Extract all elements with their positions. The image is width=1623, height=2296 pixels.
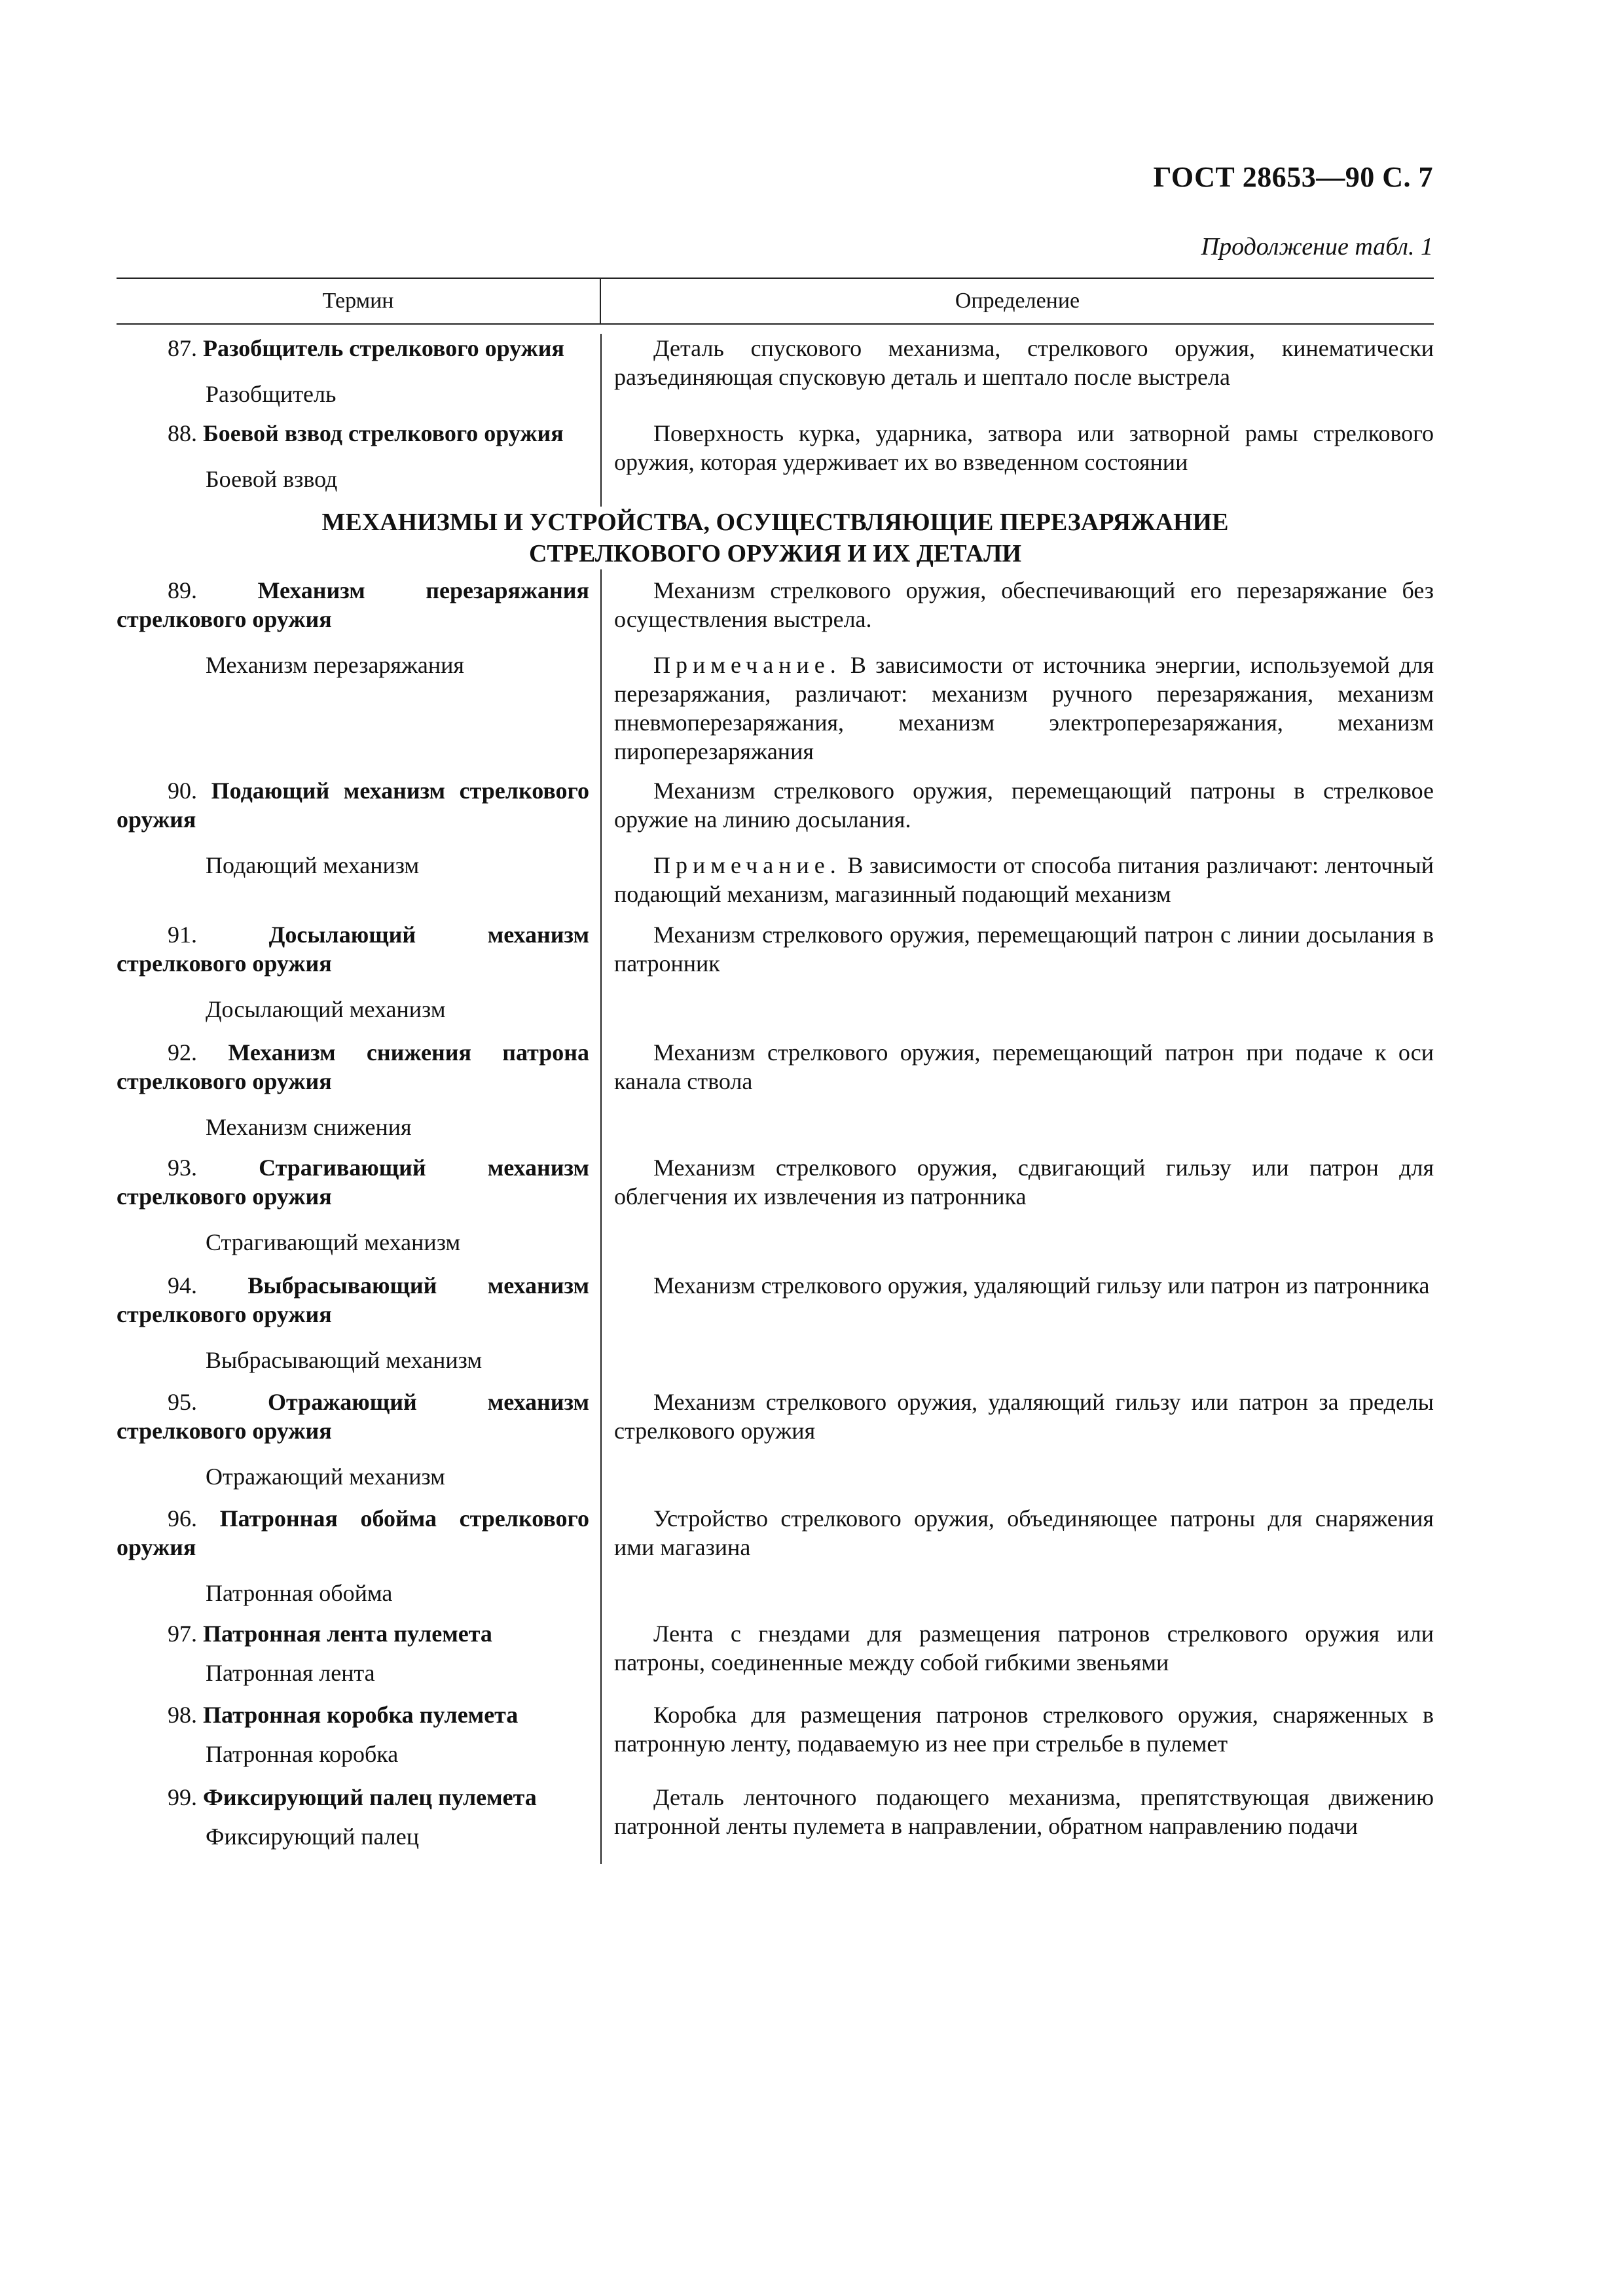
definition-cell [601,1153,1434,1257]
note-text: В зависимости от источника энергии, используемой для перезаряжания, различают: механизм ручного перезаряжания, механизм пневмоперезаряжания, механизм электроперезаряжания, механизм пироперезаряжания [614,652,1434,764]
term-name: Досылающий механизм стрелкового оружия [117,922,589,977]
definition-text: Поверхность курка, ударника, затвора или затворной рамы стрелкового оружия, которая удерживает их во взведенном состоянии [614,420,1434,475]
table-continuation-label: Продолжение табл. 1 [1201,233,1433,260]
term-name: Фиксирующий палец пулемета [203,1784,537,1810]
definition-text: Механизм стрелкового оружия, удаляющий гильзу или патрон за пределы стрелкового оружия [614,1389,1434,1444]
term-number: 90. [168,778,197,804]
table-row [117,1388,1434,1491]
section-title-line: МЕХАНИЗМЫ И УСТРОЙСТВА, ОСУЩЕСТВЛЯЮЩИЕ ПЕРЕЗАРЯЖАНИЕ [321,509,1229,536]
term-name: Разобщитель стрелкового оружия [203,335,564,361]
term-short-form: Механизм снижения [206,1114,412,1140]
term-cell [117,776,601,908]
term-full [117,1783,589,1812]
table-row [117,920,1434,1024]
term-cell [117,1700,601,1768]
term-cell [117,576,601,766]
term-cell [117,334,601,408]
table-row [117,776,1434,908]
definition-text: Деталь спускового механизма, стрелкового оружия, кинематически разъединяющая спусковую деталь и шептало после выстрела [614,335,1434,390]
definition-cell [601,1504,1434,1607]
definition-cell [601,1388,1434,1491]
term-name: Боевой взвод стрелкового оружия [203,420,564,446]
column-header-term: Термин [117,279,601,323]
definition-cell [601,1271,1434,1374]
term-full [117,1619,589,1648]
table-header [117,278,1434,325]
definition-cell [601,576,1434,766]
note-text: В зависимости от способа питания различают: ленточный подающий механизм, магазинный подающий механизм [614,852,1434,907]
table-row [117,576,1434,766]
table-row [117,1783,1434,1851]
term-number: 93. [168,1155,197,1181]
table-row [117,1038,1434,1141]
term-cell [117,419,601,493]
definition-text: Устройство стрелкового оружия, объединяющее патроны для снаряжения ими магазина [614,1505,1434,1560]
table-row [117,419,1434,493]
term-cell [117,1504,601,1607]
term-full [117,419,589,448]
term-name: Подающий механизм стрелкового оружия [117,778,590,833]
term-full [117,334,589,363]
term-number: 88. [168,420,197,446]
term-cell [117,1153,601,1257]
definition-cell [601,419,1434,493]
definition-text: Механизм стрелкового оружия, сдвигающий гильзу или патрон для облегчения их извлечения из патронника [614,1155,1434,1210]
term-number: 91. [168,922,197,948]
term-short-form: Досылающий механизм [206,996,446,1022]
term-number: 96. [168,1505,197,1532]
definition-text: Механизм стрелкового оружия, перемещающий патрон при подаче к оси канала ствола [614,1039,1434,1094]
term-name: Механизм снижения патрона стрелкового оружия [117,1039,589,1094]
term-cell [117,1388,601,1491]
table-row [117,334,1434,408]
definition-text: Деталь ленточного подающего механизма, препятствующая движению патронной ленты пулемета в направлении, обратном направлению подачи [614,1784,1434,1839]
definition-text: Коробка для размещения патронов стрелкового оружия, снаряженных в патронную ленту, подаваемую из нее при стрельбе в пулемет [614,1702,1434,1757]
term-number: 97. [168,1621,197,1647]
term-full [117,1388,589,1445]
term-short-form: Механизм перезаряжания [206,652,464,678]
definition-text: Механизм стрелкового оружия, обеспечивающий его перезаряжание без осуществления выстрела. [614,577,1434,632]
term-cell [117,1783,601,1851]
definition-cell [601,1038,1434,1141]
term-full [117,1700,589,1729]
term-full [117,1153,589,1211]
definition-cell [601,1783,1434,1851]
term-cell [117,920,601,1024]
term-short-form: Страгивающий механизм [206,1229,461,1255]
term-name: Отражающий механизм стрелкового оружия [117,1389,589,1444]
term-name: Патронная лента пулемета [203,1621,492,1647]
term-short-form: Боевой взвод [206,466,338,492]
term-name: Патронная коробка пулемета [203,1702,519,1728]
table-row [117,1504,1434,1607]
definition-cell [601,334,1434,408]
term-full [117,1271,589,1329]
definition-cell [601,920,1434,1024]
table-row [117,1619,1434,1687]
term-number: 95. [168,1389,197,1415]
definition-note [614,651,1434,766]
terms-table [117,278,1434,1851]
term-number: 92. [168,1039,197,1066]
note-label: Примечание. [653,652,841,678]
term-full [117,1504,589,1562]
term-number: 89. [168,577,197,603]
term-short-form: Патронная лента [206,1660,375,1686]
term-short-form: Разобщитель [206,381,337,407]
definition-text: Механизм стрелкового оружия, перемещающий патрон с линии досылания в патронник [614,922,1434,977]
term-number: 99. [168,1784,197,1810]
term-cell [117,1619,601,1687]
definition-text: Механизм стрелкового оружия, перемещающий патроны в стрелковое оружие на линию досылания. [614,778,1434,833]
term-cell [117,1271,601,1374]
term-short-form: Выбрасывающий механизм [206,1347,483,1373]
term-short-form: Патронная обойма [206,1580,393,1606]
term-name: Патронная обойма стрелкового оружия [117,1505,589,1560]
term-full [117,776,589,834]
term-number: 98. [168,1702,197,1728]
table-row [117,1700,1434,1768]
table-row [117,1271,1434,1374]
term-short-form: Отражающий механизм [206,1463,445,1490]
definition-cell [601,1619,1434,1687]
note-label: Примечание. [653,852,841,878]
term-short-form: Фиксирующий палец [206,1823,419,1850]
definition-text: Лента с гнездами для размещения патронов стрелкового оружия или патроны, соединенные между собой гибкими звеньями [614,1621,1434,1676]
term-short-form: Патронная коробка [206,1741,399,1767]
term-name: Выбрасывающий механизм стрелкового оружия [117,1272,590,1327]
term-full [117,576,589,634]
term-number: 87. [168,335,197,361]
section-title-line: СТРЕЛКОВОГО ОРУЖИЯ И ИХ ДЕТАЛИ [528,540,1022,567]
term-cell [117,1038,601,1141]
definition-text: Механизм стрелкового оружия, удаляющий гильзу или патрон из патронника [653,1272,1430,1299]
term-number: 94. [168,1272,197,1299]
term-full [117,920,589,978]
document-code: ГОСТ 28653—90 С. 7 [1153,161,1433,193]
term-name: Механизм перезаряжания стрелкового оружия [117,577,589,632]
column-header-definition: Определение [955,289,1080,313]
term-short-form: Подающий механизм [206,852,420,878]
definition-note [614,851,1434,908]
section-title [117,507,1434,569]
term-full [117,1038,589,1096]
term-name: Страгивающий механизм стрелкового оружия [117,1155,590,1210]
definition-cell [601,776,1434,908]
table-row [117,1153,1434,1257]
definition-cell [601,1700,1434,1768]
table-body [117,334,1434,1851]
